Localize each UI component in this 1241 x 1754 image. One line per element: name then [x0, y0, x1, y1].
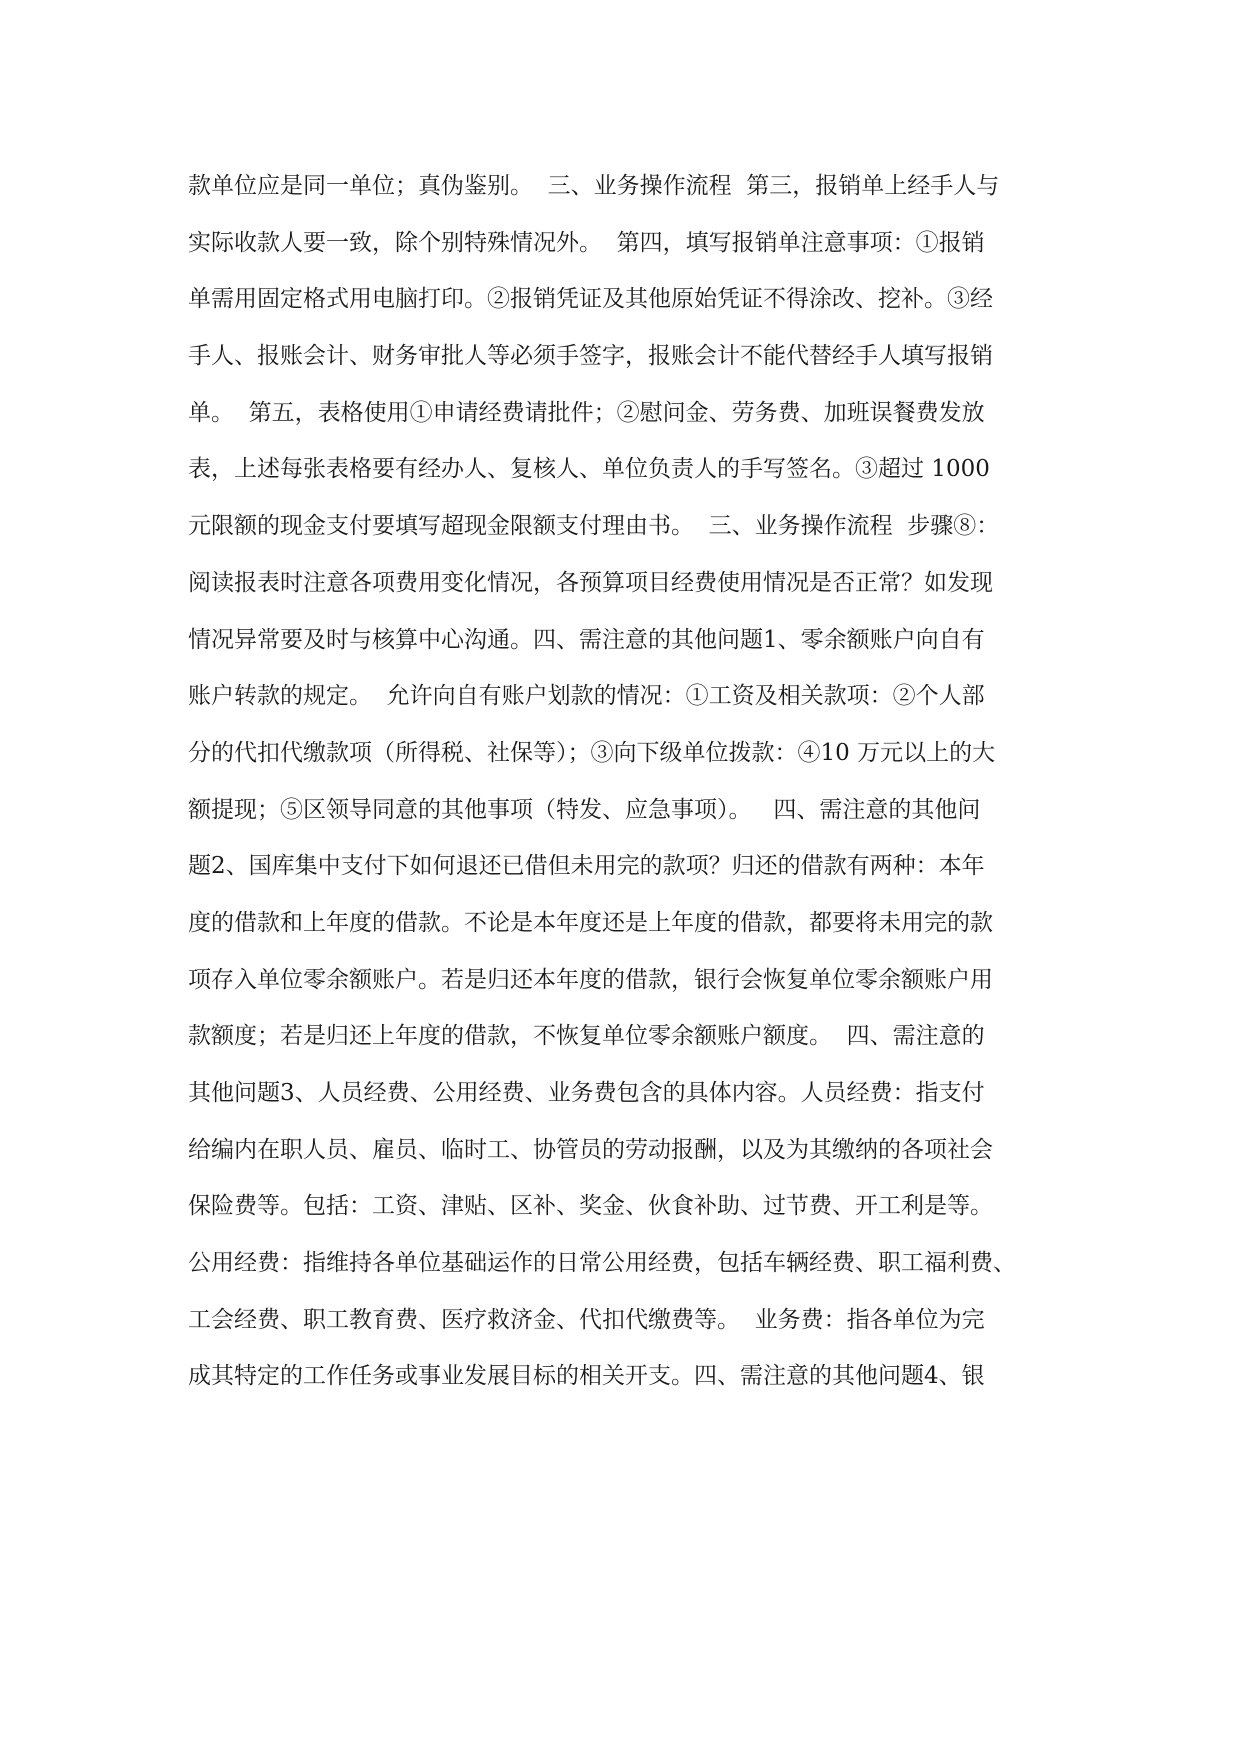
- text-line-7: 元限额的现金支付要填写超现金限额支付理由书。 三、业务操作流程 步骤⑧：: [188, 513, 1000, 540]
- body-text: [188, 158, 1058, 1405]
- text-line-20: 公用经费：指维持各单位基础运作的日常公用经费，包括车辆经费、职工福利费、: [188, 1250, 1016, 1277]
- text-line-18: 给编内在职人员、雇员、临时工、协管员的劳动报酬，以及为其缴纳的各项社会: [188, 1136, 993, 1163]
- text-line-4: 手人、报账会计、财务审批人等必须手签字，报账会计不能代替经手人填写报销: [188, 343, 993, 370]
- text-line-12: 额提现；⑤区领导同意的其他事项（特发、应急事项）。 四、需注意的其他问: [188, 796, 981, 823]
- text-line-6: 表，上述每张表格要有经办人、复核人、单位负责人的手写签名。③超过 1000: [188, 456, 990, 483]
- text-line-13: 题2、国库集中支付下如何退还已借但未用完的款项？归还的借款有两种：本年: [188, 853, 985, 880]
- text-line-1: 款单位应是同一单位；真伪鉴别。 三、业务操作流程 第三，报销单上经手人与: [188, 173, 1000, 199]
- text-line-9: 情况异常要及时与核算中心沟通。四、需注意的其他问题1、零余额账户向自有: [188, 626, 985, 653]
- text-line-21: 工会经费、职工教育费、医疗救济金、代扣代缴费等。 业务费：指各单位为完: [188, 1306, 985, 1333]
- text-line-10: 账户转款的规定。 允许向自有账户划款的情况：①工资及相关款项：②个人部: [188, 683, 985, 710]
- text-line-17: 其他问题3、人员经费、公用经费、业务费包含的具体内容。人员经费：指支付: [188, 1080, 985, 1106]
- text-line-14: 度的借款和上年度的借款。不论是本年度还是上年度的借款，都要将未用完的款: [188, 909, 993, 936]
- text-line-2: 实际收款人要一致，除个别特殊情况外。 第四，填写报销单注意事项：①报销: [188, 229, 985, 256]
- text-line-15: 项存入单位零余额账户。若是归还本年度的借款，银行会恢复单位零余额账户用: [188, 966, 993, 993]
- text-line-22: 成其特定的工作任务或事业发展目标的相关开支。四、需注意的其他问题4、银: [188, 1363, 985, 1390]
- text-line-8: 阅读报表时注意各项费用变化情况，各预算项目经费使用情况是否正常？如发现: [188, 569, 993, 596]
- text-line-16: 款额度；若是归还上年度的借款，不恢复单位零余额账户额度。 四、需注意的: [188, 1023, 985, 1050]
- text-line-5: 单。 第五，表格使用①申请经费请批件；②慰问金、劳务费、加班误餐费发放: [188, 399, 985, 426]
- text-line-19: 保险费等。包括：工资、津贴、区补、奖金、伙食补助、过节费、开工利是等。: [188, 1193, 993, 1220]
- text-line-11: 分的代扣代缴款项（所得税、社保等）；③向下级单位拨款：④10 万元以上的大: [188, 739, 996, 766]
- text-line-3: 单需用固定格式用电脑打印。②报销凭证及其他原始凭证不得涂改、挖补。③经: [188, 286, 993, 313]
